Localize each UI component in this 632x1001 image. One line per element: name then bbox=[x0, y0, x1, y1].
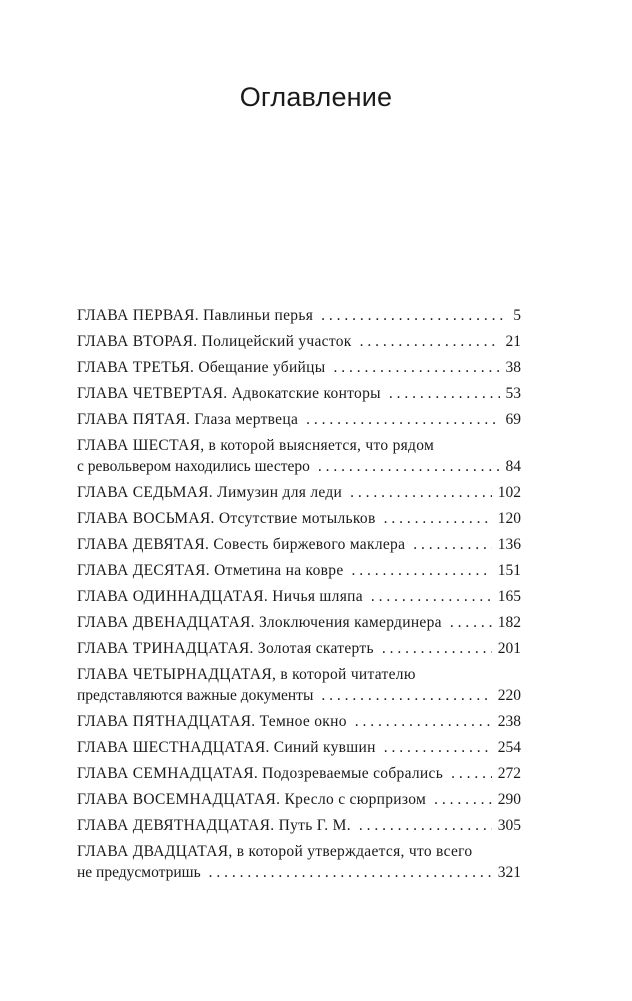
page-number: 182 bbox=[497, 614, 521, 631]
chapter-title: ГЛАВА ТРЕТЬЯ. Обещание убийцы bbox=[77, 359, 326, 376]
chapter-title: ГЛАВА ШЕСТАЯ, в которой выясняется, что рядом bbox=[77, 437, 435, 454]
page-number: 21 bbox=[505, 333, 521, 350]
page-number: 84 bbox=[505, 458, 521, 475]
toc-entry[interactable] bbox=[77, 842, 521, 883]
toc-entry[interactable] bbox=[77, 358, 521, 378]
page-number: 201 bbox=[497, 640, 521, 657]
toc-entry[interactable] bbox=[77, 587, 521, 607]
page-number: 120 bbox=[497, 510, 521, 527]
toc-entry[interactable] bbox=[77, 816, 521, 836]
toc-entry[interactable] bbox=[77, 306, 521, 326]
chapter-title: ГЛАВА ВОСЕМНАДЦАТАЯ. Кресло с сюрпризом bbox=[77, 791, 427, 808]
toc-line bbox=[77, 587, 521, 607]
dot-leader bbox=[306, 410, 499, 430]
toc-line bbox=[77, 306, 521, 326]
page-number: 254 bbox=[497, 739, 521, 756]
page-number: 272 bbox=[497, 765, 521, 782]
dot-leader bbox=[359, 816, 492, 836]
dot-leader bbox=[352, 561, 492, 581]
page-number: 305 bbox=[497, 817, 521, 834]
chapter-title: ГЛАВА ЧЕТВЕРТАЯ. Адвокатские конторы bbox=[77, 385, 381, 402]
toc-line bbox=[77, 790, 521, 810]
page-number: 290 bbox=[497, 791, 521, 808]
toc-line bbox=[77, 509, 521, 529]
toc-line bbox=[77, 816, 521, 836]
dot-leader bbox=[209, 863, 492, 883]
page-number: 38 bbox=[505, 359, 521, 376]
page-number: 102 bbox=[497, 484, 521, 501]
toc-line bbox=[77, 384, 521, 404]
toc-entry[interactable] bbox=[77, 384, 521, 404]
toc-entry[interactable] bbox=[77, 613, 521, 633]
dot-leader bbox=[384, 738, 492, 758]
dot-leader bbox=[333, 358, 499, 378]
chapter-title: ГЛАВА ТРИНАДЦАТАЯ. Золотая скатерть bbox=[77, 640, 374, 657]
page-number: 321 bbox=[497, 864, 521, 881]
toc-line bbox=[77, 436, 521, 456]
dot-leader bbox=[434, 790, 492, 810]
toc-entry[interactable] bbox=[77, 509, 521, 529]
page-number: 53 bbox=[505, 385, 521, 402]
chapter-title: ГЛАВА ПЕРВАЯ. Павлиньи перья bbox=[77, 307, 314, 324]
page-title: Оглавление bbox=[239, 82, 393, 112]
toc-entry[interactable] bbox=[77, 665, 521, 706]
dot-leader bbox=[318, 457, 500, 477]
dot-leader bbox=[382, 639, 492, 659]
chapter-title: ГЛАВА СЕДЬМАЯ. Лимузин для леди bbox=[77, 484, 343, 501]
toc-line bbox=[77, 613, 521, 633]
toc-line bbox=[77, 457, 521, 477]
toc-entry[interactable] bbox=[77, 410, 521, 430]
chapter-title: ГЛАВА ДЕВЯТАЯ. Совесть биржевого маклера bbox=[77, 536, 406, 553]
page-number: 238 bbox=[497, 713, 521, 730]
page-number: 220 bbox=[497, 687, 521, 704]
toc-line bbox=[77, 863, 521, 883]
chapter-title: ГЛАВА ШЕСТНАДЦАТАЯ. Синий кувшин bbox=[77, 739, 376, 756]
chapter-title-continuation: с револьвером находились шестеро bbox=[77, 458, 310, 475]
toc-entry[interactable] bbox=[77, 561, 521, 581]
chapter-title: ГЛАВА ОДИННАДЦАТАЯ. Ничья шляпа bbox=[77, 588, 363, 605]
toc-entry[interactable] bbox=[77, 712, 521, 732]
toc-line bbox=[77, 535, 521, 555]
dot-leader bbox=[360, 332, 500, 352]
toc-entry[interactable] bbox=[77, 790, 521, 810]
toc-entry[interactable] bbox=[77, 535, 521, 555]
chapter-title-continuation: не предусмотришь bbox=[77, 864, 201, 881]
chapter-title: ГЛАВА ПЯТНАДЦАТАЯ. Темное окно bbox=[77, 713, 347, 730]
chapter-title: ГЛАВА ДЕСЯТАЯ. Отметина на ковре bbox=[77, 562, 344, 579]
toc-line bbox=[77, 410, 521, 430]
chapter-title: ГЛАВА СЕМНАДЦАТАЯ. Подозреваемые собрались bbox=[77, 765, 444, 782]
toc-line bbox=[77, 665, 521, 685]
toc-line bbox=[77, 639, 521, 659]
toc-entry[interactable] bbox=[77, 764, 521, 784]
chapter-title-continuation: представляются важные документы bbox=[77, 687, 314, 704]
dot-leader bbox=[321, 686, 491, 706]
dot-leader bbox=[321, 306, 507, 326]
toc-line bbox=[77, 483, 521, 503]
chapter-title: ГЛАВА ПЯТАЯ. Глаза мертвеца bbox=[77, 411, 299, 428]
table-of-contents bbox=[77, 306, 521, 889]
toc-line bbox=[77, 712, 521, 732]
dot-leader bbox=[389, 384, 500, 404]
dot-leader bbox=[451, 764, 492, 784]
toc-entry[interactable] bbox=[77, 483, 521, 503]
page-number: 151 bbox=[497, 562, 521, 579]
toc-line bbox=[77, 738, 521, 758]
toc-line bbox=[77, 842, 521, 862]
toc-line bbox=[77, 332, 521, 352]
page-number: 69 bbox=[505, 411, 521, 428]
toc-line bbox=[77, 561, 521, 581]
toc-entry[interactable] bbox=[77, 436, 521, 477]
toc-line bbox=[77, 686, 521, 706]
chapter-title: ГЛАВА ЧЕТЫРНАДЦАТАЯ, в которой читателю bbox=[77, 666, 416, 683]
chapter-title: ГЛАВА ДЕВЯТНАДЦАТАЯ. Путь Г. М. bbox=[77, 817, 351, 834]
toc-line bbox=[77, 764, 521, 784]
toc-line bbox=[77, 358, 521, 378]
dot-leader bbox=[450, 613, 492, 633]
dot-leader bbox=[371, 587, 492, 607]
dot-leader bbox=[413, 535, 491, 555]
page-number: 5 bbox=[513, 307, 521, 324]
chapter-title: ГЛАВА ДВЕНАДЦАТАЯ. Злоключения камердинера bbox=[77, 614, 442, 631]
toc-entry[interactable] bbox=[77, 738, 521, 758]
toc-entry[interactable] bbox=[77, 639, 521, 659]
chapter-title: ГЛАВА ВОСЬМАЯ. Отсутствие мотыльков bbox=[77, 510, 376, 527]
toc-entry[interactable] bbox=[77, 332, 521, 352]
dot-leader bbox=[355, 712, 492, 732]
page-number: 136 bbox=[497, 536, 521, 553]
chapter-title: ГЛАВА ДВАДЦАТАЯ, в которой утверждается, что всего bbox=[77, 843, 473, 860]
chapter-title: ГЛАВА ВТОРАЯ. Полицейский участок bbox=[77, 333, 352, 350]
page-number: 165 bbox=[497, 588, 521, 605]
dot-leader bbox=[384, 509, 492, 529]
dot-leader bbox=[350, 483, 492, 503]
